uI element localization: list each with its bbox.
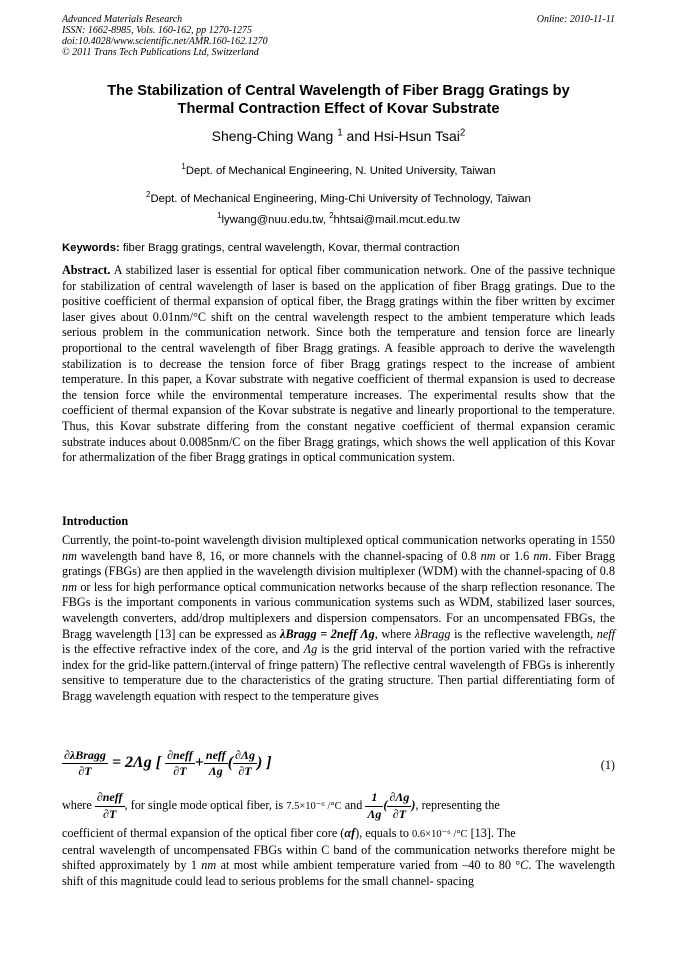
aff1-sup: 1 [181, 162, 186, 172]
eq-f3-den: ∂T [238, 764, 252, 778]
eq-close: ) ] [256, 754, 272, 772]
eq-lhs-den: ∂T [78, 764, 92, 778]
paper-title [62, 82, 615, 118]
title-line-1: The Stabilization of Central Wavelength of Fiber Bragg Gratings by [107, 83, 570, 99]
doi: doi:10.4028/www.scientific.net/AMR.160-162.1270 [62, 36, 268, 47]
eq-frac-2 [204, 748, 228, 779]
author-1-sup: 1 [337, 127, 343, 139]
author-2-sup: 2 [459, 127, 466, 139]
eq-f2-den: Λg [208, 764, 223, 778]
shift-text-a: central wavelength of uncompensated FBGs within C band of the communication networks therefore might be shifted approximately by 1 [62, 842, 615, 873]
symbol-neff: neff [596, 626, 615, 641]
journal-name: Advanced Materials Research [62, 14, 183, 25]
cte-text-c: [13]. The [467, 826, 516, 841]
eq-f1-num: ∂neff [167, 748, 193, 762]
author-2: Hsi-Hsun Tsai [373, 128, 460, 144]
online-date: Online: 2010-11-11 [536, 14, 615, 25]
affiliation-1 [62, 162, 615, 177]
eq-frac-3 [233, 748, 257, 779]
symbol-lambda-g: Λg [303, 642, 318, 657]
email-2: hhtsai@mail.mcut.edu.tw [333, 214, 460, 226]
where-and: and [341, 797, 366, 812]
keywords-label: Keywords: [62, 242, 120, 254]
intro-text-g: is the reflective wavelength, [450, 626, 597, 641]
keywords-text: fiber Bragg gratings, central wavelength, Kovar, thermal contraction [119, 242, 460, 254]
unit-nm: nm [201, 858, 217, 873]
affiliation-2 [62, 190, 615, 205]
where-text-1: , for single mode optical fiber, is [124, 797, 287, 812]
author-conjunction: and [342, 128, 374, 144]
intro-text-b: wavelength band have 8, 16, or more channels with the channel-spacing of 0.8 [76, 548, 481, 563]
after-equation-text [62, 790, 615, 890]
issn: ISSN: 1662-8985, Vols. 160-162, pp 1270-1275 [62, 25, 252, 36]
bragg-equation: λBragg = 2neff Λg [280, 626, 375, 641]
title-line-2: Thermal Contraction Effect of Kovar Substrate [177, 101, 500, 117]
where-frac [95, 790, 125, 822]
symbol-lambda-bragg: λBragg [414, 626, 451, 641]
aff2-text: Dept. of Mechanical Engineering, Ming-Chi University of Technology, Taiwan [150, 193, 531, 205]
eq-f2-num: neff [205, 748, 226, 762]
where-frac-den: ∂T [103, 806, 117, 821]
email-1: lywang@nuu.edu.tw, [221, 214, 330, 226]
equation-1 [62, 748, 615, 788]
where-line: where $\frac{\text{∂neff}}{\partial T}$ , for single mode optical fiber, is 7.5×10⁻⁶ /°C and $\frac{1}{\Lambda g}$ ( $\frac{\partial\Lambda g}{\partial T}$ ), representing the [62, 790, 500, 821]
intro-text-e: or less for high performance optical communication networks because of the sharp reflection resonance. The FBGs is the important components in various communication systems such as WDM, stabilized laser sources, wavelength converters, add/drop multiplexers and dispersion compensators. For an uncompensated FBGs, the Bragg wavelength [13] can be expressed as [62, 579, 615, 641]
symbol-alpha-f: αf [344, 826, 356, 841]
eq-frac-1 [165, 748, 195, 779]
equation-number: (1) [600, 758, 615, 772]
shift-text-c: . The wavelength shift of this magnitude could lead to serious problems for the small channel- spacing [62, 858, 615, 888]
intro-text-c: or 1.6 [495, 548, 534, 563]
grid-frac-2-num: ∂Λg [387, 790, 411, 807]
unit-nm: nm [480, 548, 496, 563]
intro-text-i: is the grid interval of the portion varied with the refractive index for the grid-like pattern.(interval of fringe pattern) The reflective central wavelength of FBGs is inherently sensitive to temperature due to the characteristics of the grating structure. Then partial differentiating form of Bragg wavelength equation with respect to the temperature gives [62, 642, 615, 703]
cte-text-a: coefficient of thermal expansion of the optical fiber core ( [62, 826, 345, 841]
grid-frac-1 [365, 790, 383, 822]
email-line [62, 211, 615, 226]
intro-text-f: , where [374, 626, 415, 641]
value-7-5e-6: 7.5×10⁻⁶ /°C [286, 800, 342, 812]
eq-mid: = 2Λg [ [111, 754, 162, 772]
eq-lhs-num: ∂λBragg [64, 748, 106, 762]
intro-text-d: . Fiber Bragg gratings (FBGs) are then applied in the wavelength division multiplexer (WDM) with the channel-spacing of 0.8 [62, 548, 615, 579]
aff1-text: Dept. of Mechanical Engineering, N. United University, Taiwan [185, 165, 496, 177]
eq-f1-den: ∂T [173, 764, 187, 778]
publication-header [62, 14, 615, 58]
where-text-2: , representing the [415, 797, 500, 812]
intro-paragraph [62, 533, 615, 705]
grid-frac-2 [387, 790, 411, 822]
where-frac-num: ∂neff [95, 790, 125, 807]
cte-text-b: ), equals to [355, 826, 413, 841]
abstract-label: Abstract. [62, 263, 111, 277]
copyright: © 2011 Trans Tech Publications Ltd, Switzerland [62, 47, 259, 58]
aff2-sup: 2 [146, 190, 151, 200]
abstract-text: A stabilized laser is essential for optical fiber communication network. One of the passive technique for stabilization of central wavelength of laser is based on the application of fiber Bragg gratings. Due to the positive coefficient of thermal expansion of optical fiber, the Bragg gratings within the fiber written by excimer laser gives about 0.01nm/°C shift on the central wavelength respect to the ambient temperature which leads serious problem in the communication network. Since both the temperature and tension force are linearly proportional to the central wavelength of fiber Bragg gratings. A feasible approach to derive the wavelength stabilization is to decrease the tension force of fiber Bragg gratings respect to the increase of ambient temperature. In this paper, a Kovar substrate with negative coefficient of thermal expansion is used to decrease the tension force while the environmental temperature increases. The experimental results show that the coefficient of thermal expansion of the Kovar substrate is negative and linearly proportional to the temperature. Thus, this Kovar substrate differing from the constant negative coefficient of thermal expansion ceramic substrate induces about 0.0085nm/C on the fiber Bragg gratings, which shows the well application of this Kovar for athermalization of the fiber Bragg gratings in optical communication system. [62, 263, 615, 465]
grid-frac-2-den: ∂T [392, 806, 407, 821]
abstract [62, 263, 615, 466]
email2-sup: 2 [329, 211, 334, 221]
eq-plus: + [194, 754, 204, 772]
shift-text-b: at most while ambient temperature varied from –40 to 80 ° [216, 858, 521, 873]
intro-text-a: Currently, the point-to-point wavelength division multiplexed optical communication networks operating in 1550 [62, 533, 615, 547]
intro-text-h: is the effective refractive index of the core, and [62, 642, 304, 657]
author-list [62, 128, 615, 144]
eq-f3-num: ∂Λg [235, 748, 255, 762]
section-heading-introduction: Introduction [62, 514, 129, 528]
cte-line [62, 826, 615, 843]
author-1: Sheng-Ching Wang [211, 128, 334, 144]
unit-nm: nm [62, 548, 77, 563]
where-word: where [62, 797, 92, 812]
value-0-6e-6: 0.6×10⁻⁶ /°C [412, 829, 468, 841]
grid-frac-1-num: 1 [365, 790, 383, 807]
unit-nm: nm [62, 579, 77, 594]
unit-celsius: C [520, 858, 529, 873]
shift-paragraph [62, 843, 615, 890]
email1-sup: 1 [217, 211, 222, 221]
eq-open: ( [227, 754, 234, 772]
grid-frac-1-den: Λg [367, 806, 382, 821]
keywords [62, 242, 615, 254]
unit-nm: nm [533, 548, 549, 563]
eq-lhs [62, 748, 108, 779]
